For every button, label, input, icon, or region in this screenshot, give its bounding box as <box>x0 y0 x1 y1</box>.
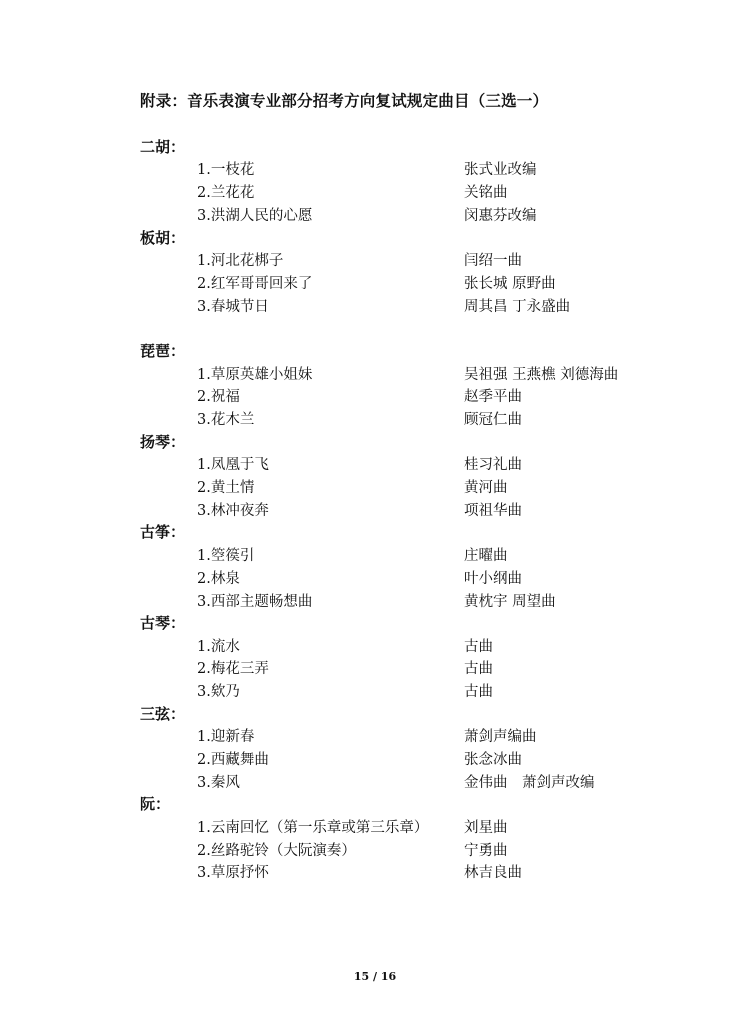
piece-row <box>197 771 667 793</box>
piece-row <box>197 181 667 203</box>
piece-title: 3.洪湖人民的心愿 <box>197 208 313 224</box>
piece-row <box>197 204 667 226</box>
piece-composer: 刘星曲 <box>464 820 508 836</box>
section-heading-ruan: 阮： <box>140 795 171 813</box>
piece-title: 1.云南回忆（第一乐章或第三乐章） <box>197 820 429 836</box>
section-heading-yangqin: 扬琴： <box>140 433 186 451</box>
piece-title: 2.兰花花 <box>197 185 255 201</box>
piece-row <box>197 249 667 271</box>
section-heading-erhu: 二胡： <box>140 138 186 156</box>
piece-title: 1.凤凰于飞 <box>197 457 269 473</box>
piece-composer: 庄曜曲 <box>464 548 508 564</box>
piece-title: 2.丝路驼铃（大阮演奏） <box>197 843 356 859</box>
piece-composer: 古曲 <box>464 684 493 700</box>
piece-title: 1.草原英雄小姐妹 <box>197 367 313 383</box>
piece-title: 1.迎新春 <box>197 729 255 745</box>
piece-composer: 古曲 <box>464 661 493 677</box>
piece-title: 2.祝福 <box>197 389 240 405</box>
piece-composer: 关铭曲 <box>464 185 508 201</box>
section-heading-guqin: 古琴： <box>140 614 186 632</box>
piece-row <box>197 590 667 612</box>
piece-title: 2.林泉 <box>197 571 240 587</box>
piece-title: 3.秦风 <box>197 775 240 791</box>
piece-row <box>197 635 667 657</box>
page-number: 15 / 16 <box>353 970 397 983</box>
piece-row <box>197 158 667 180</box>
piece-composer: 张念冰曲 <box>464 752 522 768</box>
piece-title: 3.西部主题畅想曲 <box>197 594 313 610</box>
piece-row <box>197 295 667 317</box>
piece-row <box>197 567 667 589</box>
piece-row <box>197 816 667 838</box>
piece-composer: 闫绍一曲 <box>464 253 522 269</box>
piece-composer: 林吉良曲 <box>464 865 522 881</box>
piece-title: 2.梅花三弄 <box>197 661 269 677</box>
piece-composer: 萧剑声编曲 <box>464 729 537 745</box>
piece-row <box>197 476 667 498</box>
piece-row <box>197 272 667 294</box>
piece-title: 1.流水 <box>197 639 240 655</box>
piece-row <box>197 657 667 679</box>
piece-composer: 黄枕宇 周望曲 <box>464 594 556 610</box>
piece-row <box>197 725 667 747</box>
piece-composer: 金伟曲 萧剑声改编 <box>464 775 595 791</box>
piece-composer: 张式业改编 <box>464 162 537 178</box>
section-heading-banhu: 板胡： <box>140 229 186 247</box>
piece-row <box>197 408 667 430</box>
piece-title: 1.一枝花 <box>197 162 255 178</box>
piece-composer: 古曲 <box>464 639 493 655</box>
piece-title: 2.西藏舞曲 <box>197 752 269 768</box>
piece-title: 1.箜篌引 <box>197 548 255 564</box>
piece-row <box>197 839 667 861</box>
section-heading-guzheng: 古筝： <box>140 523 186 541</box>
piece-composer: 项祖华曲 <box>464 503 522 519</box>
piece-title: 3.草原抒怀 <box>197 865 269 881</box>
piece-composer: 闵惠芬改编 <box>464 208 537 224</box>
piece-row <box>197 363 667 385</box>
piece-composer: 顾冠仁曲 <box>464 412 522 428</box>
piece-title: 3.春城节日 <box>197 299 269 315</box>
piece-row <box>197 453 667 475</box>
piece-title: 3.林冲夜奔 <box>197 503 269 519</box>
piece-composer: 张长城 原野曲 <box>464 276 556 292</box>
piece-title: 2.黄土情 <box>197 480 255 496</box>
piece-title: 2.红军哥哥回来了 <box>197 276 313 292</box>
piece-composer: 吴祖强 王燕樵 刘德海曲 <box>464 367 619 383</box>
piece-title: 3.欸乃 <box>197 684 240 700</box>
piece-composer: 周其昌 丁永盛曲 <box>464 299 571 315</box>
piece-row <box>197 385 667 407</box>
section-heading-pipa: 琵琶： <box>140 342 186 360</box>
piece-composer: 赵季平曲 <box>464 389 522 405</box>
piece-row <box>197 861 667 883</box>
piece-row <box>197 499 667 521</box>
piece-composer: 叶小纲曲 <box>464 571 522 587</box>
piece-composer: 宁勇曲 <box>464 843 508 859</box>
piece-row <box>197 748 667 770</box>
document-title: 附录：音乐表演专业部分招考方向复试规定曲目（三选一） <box>140 92 549 110</box>
piece-row <box>197 680 667 702</box>
piece-title: 1.河北花梆子 <box>197 253 284 269</box>
section-heading-sanxian: 三弦： <box>140 705 186 723</box>
piece-composer: 黄河曲 <box>464 480 508 496</box>
piece-composer: 桂习礼曲 <box>464 457 522 473</box>
piece-title: 3.花木兰 <box>197 412 255 428</box>
piece-row <box>197 544 667 566</box>
